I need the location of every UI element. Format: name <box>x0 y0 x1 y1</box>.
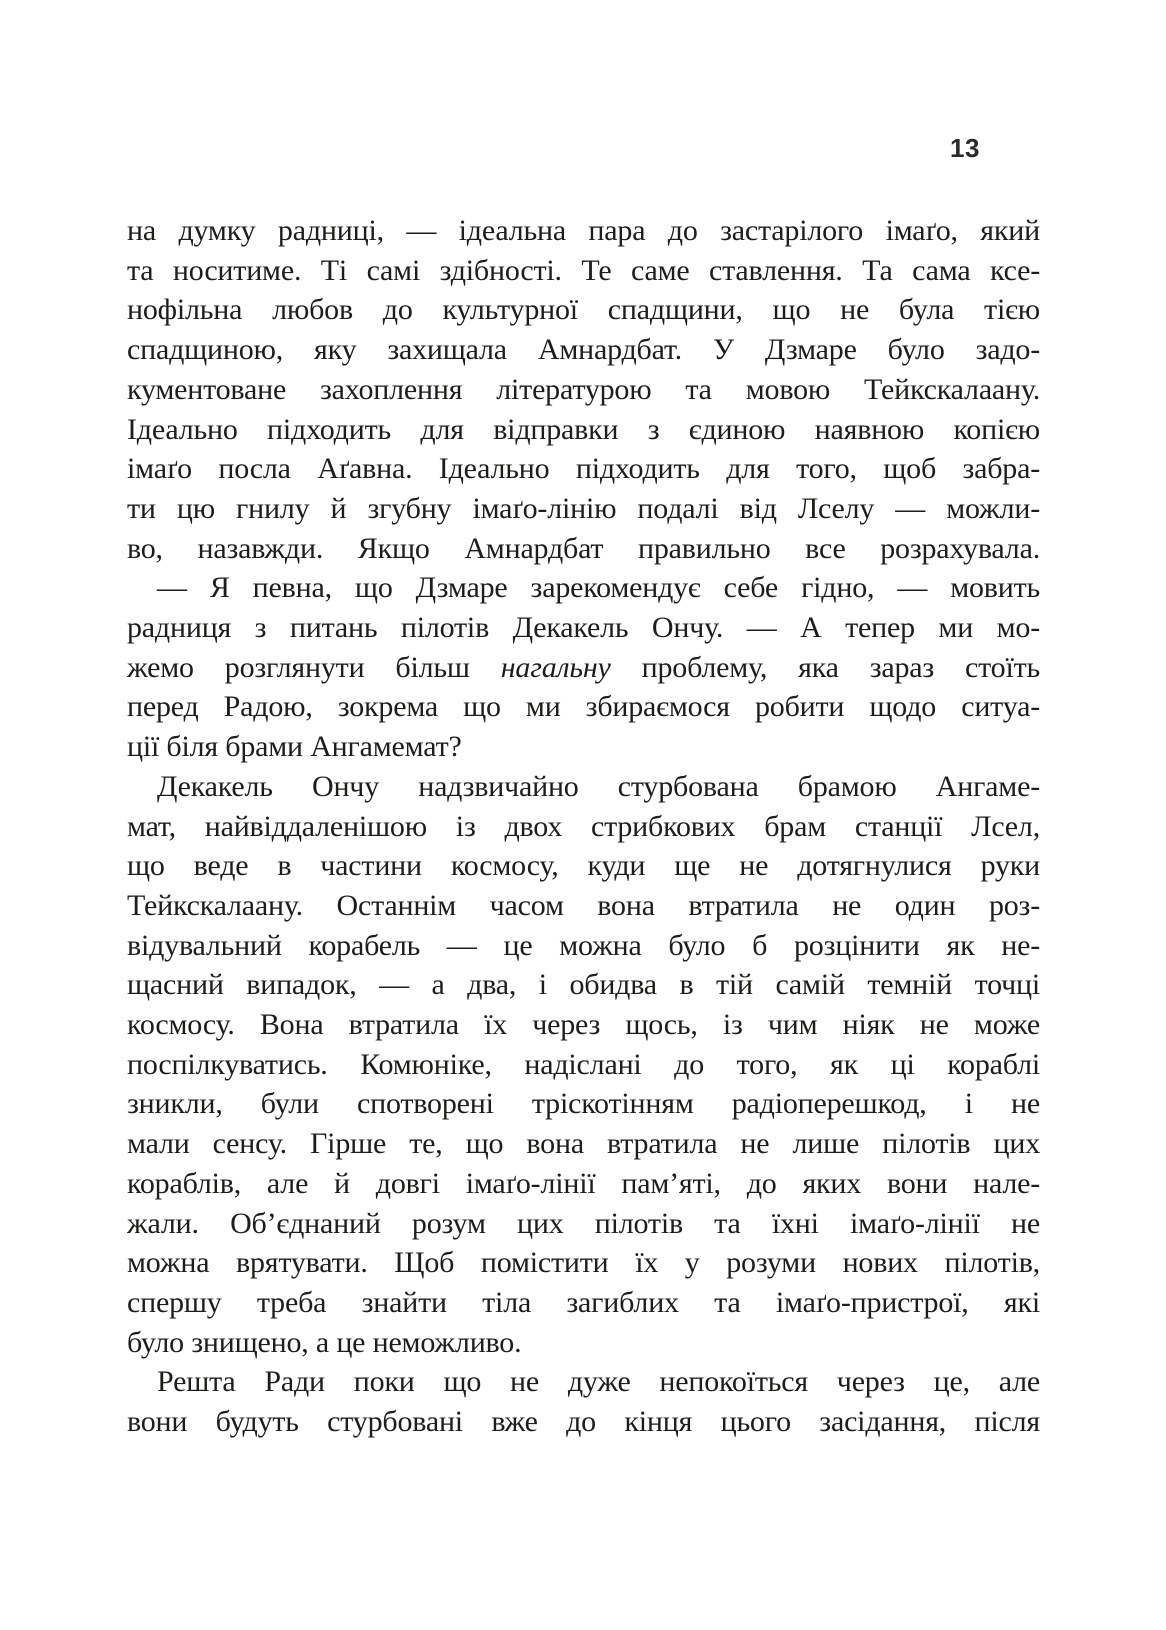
text-line: — Я певна, що Дзмаре зарекомендує себе гідно, — мовить <box>157 571 1040 605</box>
text-line: спадщиною, яку захищала Амнардбат. У Дзмаре було задо- <box>127 333 1040 367</box>
text-segment: проблему, яка зараз стоїть <box>610 650 1040 684</box>
text-segment: жемо розглянути більш <box>127 650 501 684</box>
text-line: було знищено, а це неможливо. <box>127 1325 522 1359</box>
text-line: кораблів, але й довгі імаґо-лінії пам’яті, до яких вони нале- <box>127 1166 1040 1200</box>
text-line: Декакель Ончу надзвичайно стурбована брамою Ангаме- <box>157 769 1040 803</box>
text-line: кументоване захоплення літературою та мовою Тейкскалаану. <box>127 372 1040 406</box>
text-line: вони будуть стурбовані вже до кінця цього засідання, після <box>127 1405 1040 1439</box>
text-line: поспілкуватись. Комюніке, надіслані до того, як ці кораблі <box>127 1047 1040 1081</box>
text-line: радниця з питань пілотів Декакель Ончу. — А тепер ми мо- <box>127 611 1040 645</box>
text-line: ти цю гнилу й згубну імаґо-лінію подалі від Лселу — можли- <box>127 491 1040 525</box>
text-line: мали сенсу. Гірше те, що вона втратила не лише пілотів цих <box>127 1127 1040 1161</box>
text-line-with-italic <box>127 648 1040 688</box>
text-line: відувальний корабель — це можна було б розцінити як не- <box>127 928 1040 962</box>
text-line: нофільна любов до культурної спадщини, що не була тією <box>127 293 1040 327</box>
italic-word: нагальну <box>500 650 611 684</box>
page-number: 13 <box>950 133 980 163</box>
text-line: можна врятувати. Щоб помістити їх у розуми нових пілотів, <box>127 1246 1040 1280</box>
text-line: во, назавжди. Якщо Амнардбат правильно все розрахувала. <box>127 531 1040 565</box>
text-line: щасний випадок, — а два, і обидва в тій самій темній точці <box>127 968 1040 1002</box>
text-line: ції біля брами Ангамемат? <box>127 730 462 764</box>
text-line: Ідеально підходить для відправки з єдиною наявною копією <box>127 412 1040 446</box>
text-line: що веде в частини космосу, куди ще не дотягнулися руки <box>127 849 1040 883</box>
text-line: та носитиме. Ті самі здібності. Те саме ставлення. Та сама ксе- <box>127 253 1040 287</box>
text-line: зникли, були спотворені тріскотінням радіоперешкод, і не <box>127 1087 1040 1121</box>
text-line: космосу. Вона втратила їх через щось, із чим ніяк не може <box>127 1008 1040 1042</box>
text-line: Решта Ради поки що не дуже непокоїться через це, але <box>157 1365 1040 1399</box>
text-block <box>127 211 1040 1442</box>
text-line: жали. Об’єднаний розум цих пілотів та їхні імаґо-лінії не <box>127 1206 1040 1240</box>
text-line: спершу треба знайти тіла загиблих та імаґо-пристрої, які <box>127 1285 1040 1319</box>
text-line: мат, найвіддаленішою із двох стрибкових брам станції Лсел, <box>127 809 1040 843</box>
text-line: Тейкскалаану. Останнім часом вона втратила не один роз- <box>127 888 1040 922</box>
text-line: перед Радою, зокрема що ми збираємося робити щодо ситуа- <box>127 690 1040 724</box>
text-line: імаґо посла Аґавна. Ідеально підходить для того, щоб забра- <box>127 452 1040 486</box>
text-line: на думку радниці, — ідеальна пара до застарілого імаґо, який <box>127 214 1040 247</box>
